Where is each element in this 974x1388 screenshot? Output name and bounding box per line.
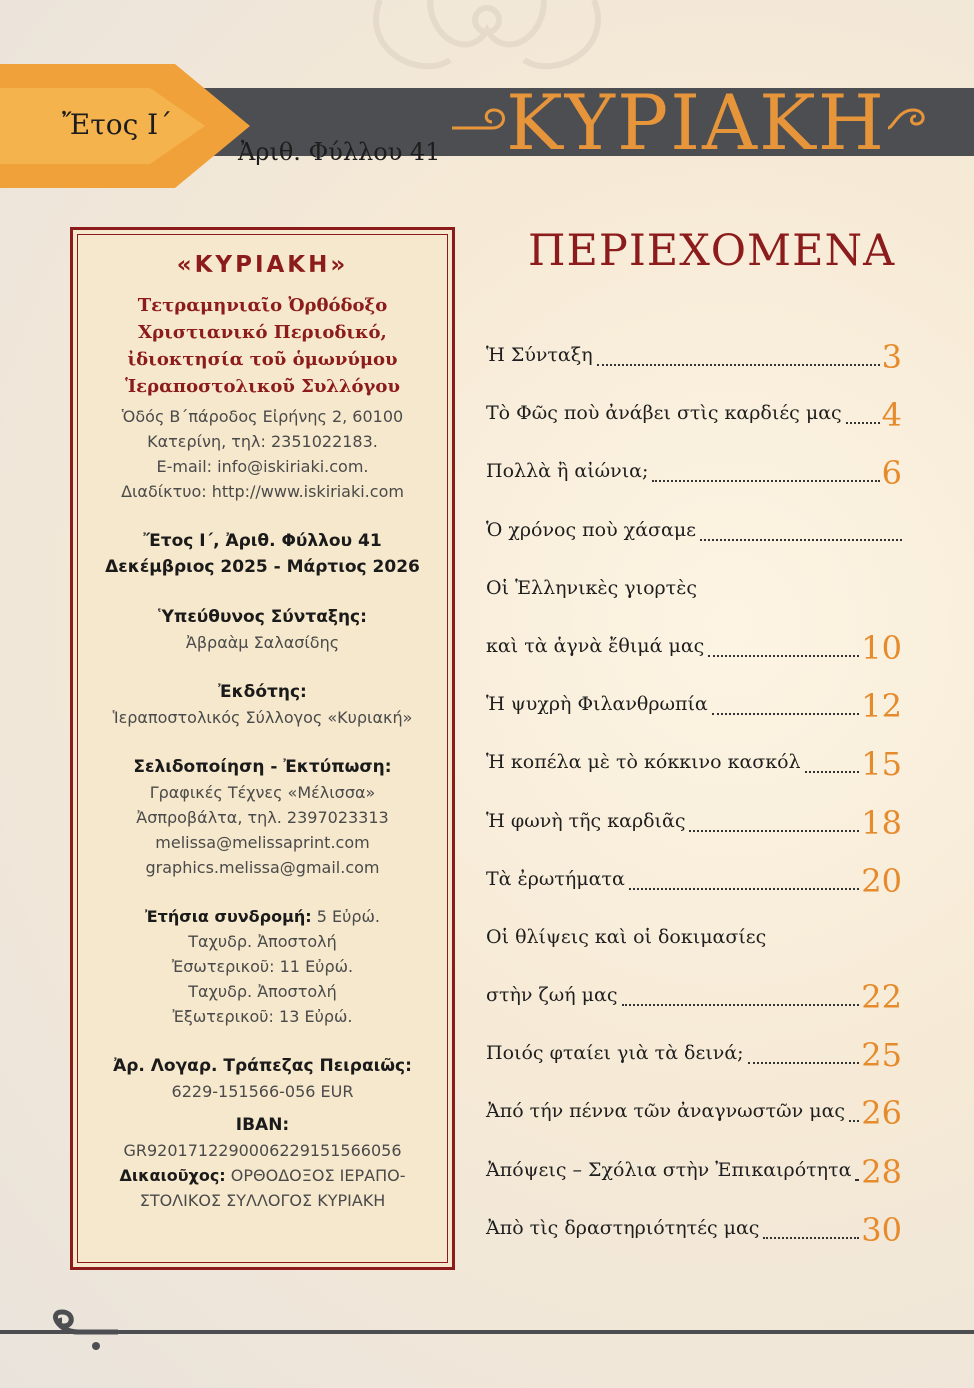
- toc-page-number: 26: [861, 1094, 902, 1133]
- toc-page-number: 4: [881, 396, 902, 435]
- toc-page-number: 15: [861, 745, 902, 784]
- toc-dot-leader: [622, 994, 859, 1006]
- toc-entry: [486, 338, 902, 402]
- toc-dot-leader: [652, 470, 880, 482]
- footer-divider: [0, 1330, 974, 1334]
- table-of-contents: [486, 338, 902, 1275]
- toc-entry: [486, 687, 902, 751]
- toc-entry: [486, 519, 902, 577]
- toc-page-number: 10: [861, 628, 902, 667]
- toc-entry-title: Τὰ ἐρωτήματα: [486, 867, 625, 890]
- toc-page-number: 12: [861, 687, 902, 726]
- toc-page-number: 20: [861, 861, 902, 900]
- toc-dot-leader: [849, 1110, 859, 1122]
- bank-heading: Ἀρ. Λογαρ. Τράπεζας Πειραιῶς:: [113, 1056, 412, 1076]
- toc-dot-leader: [748, 1052, 859, 1064]
- toc-page-number: 30: [861, 1210, 902, 1249]
- editor-name: Ἀβραὰμ Σαλασίδης: [185, 633, 340, 652]
- toc-entry: [486, 803, 902, 868]
- toc-entry: [486, 577, 902, 635]
- toc-dot-leader: [712, 703, 859, 715]
- contact-address: Ὁδός Β΄πάροδος Εἰρήνης 2, 60100 Κατερίνη, τηλ: 2351022183. E-mail: info@iskiriaki.com. Διαδίκτυο: http://www.iskiriaki.com: [121, 407, 404, 501]
- subscription-info: Ἐτήσια συνδρομή: 5 Εὐρώ. Ταχυδρ. Ἀποστολή Ἐσωτερικοῦ: 11 Εὐρώ. Ταχυδρ. Ἀποστολή Ἐξωτερικοῦ: 13 Εὐρώ.: [144, 907, 381, 1026]
- publisher-name: Ἱεραποστολικός Σύλλογος «Κυριακή»: [112, 708, 413, 727]
- masthead-title: ΚΥΡΙΑΚΗ: [506, 78, 887, 167]
- edition-info: Ἔτος Ι΄, Ἀριθ. Φύλλου 41 Δεκέμβριος 2025 - Μάρτιος 2026: [105, 531, 420, 577]
- toc-dot-leader: [629, 878, 859, 890]
- toc-dot-leader: [855, 1169, 859, 1181]
- toc-page-number: 28: [861, 1152, 902, 1191]
- toc-entry-title: καὶ τὰ ἁγνὰ ἔθιμά μας: [486, 634, 705, 657]
- publication-info-box: [70, 227, 455, 1270]
- toc-dot-leader: [689, 820, 859, 832]
- toc-entry: [486, 861, 902, 926]
- toc-entry-title: Τὸ Φῶς ποὺ ἀνάβει στὶς καρδιές μας: [486, 402, 842, 425]
- toc-entry: [486, 926, 902, 984]
- toc-dot-leader: [805, 761, 859, 773]
- toc-title: ΠΕΡΙΕΧΟΜΕΝΑ: [528, 226, 896, 276]
- toc-entry-title: Ὁ χρόνος ποὺ χάσαμε: [486, 518, 697, 541]
- toc-dot-leader: [700, 529, 902, 541]
- toc-entry-title: Οἱ θλίψεις καὶ οἱ δοκιμασίες: [486, 925, 767, 948]
- toc-entry-title: Ἡ ψυχρὴ Φιλανθρωπία: [486, 693, 708, 716]
- toc-entry-title: Οἱ Ἑλληνικὲς γιορτὲς: [486, 576, 698, 599]
- toc-page-number: 6: [881, 454, 902, 493]
- toc-entry: [486, 1152, 902, 1217]
- year-label: Ἔτος Ι΄: [62, 108, 173, 141]
- toc-entry-title: Ἀπὸ τὶς δραστηριότητές μας: [486, 1216, 760, 1239]
- iban-heading: IBAN:: [235, 1115, 290, 1135]
- iban-value: GR9201712290006229151566056: [123, 1141, 402, 1160]
- left-swirl-icon: [452, 100, 512, 150]
- toc-page-number: 22: [861, 978, 902, 1017]
- right-swirl-icon: [888, 100, 948, 150]
- toc-entry: [486, 978, 902, 1042]
- toc-entry-title: Ἡ Σύνταξη: [486, 344, 593, 366]
- toc-page-number: 3: [881, 338, 902, 376]
- toc-entry: [486, 396, 902, 460]
- toc-entry-title: Ἀπόψεις – Σχόλια στὴν Ἐπικαιρότητα: [486, 1158, 852, 1181]
- toc-page-number: 18: [861, 803, 902, 842]
- beneficiary: Δικαιοῦχος: ΟΡΘΟΔΟΞΟΣ ΙΕΡΑΠΟ- ΣΤΟΛΙΚΟΣ ΣΥΛΛΟΓΟΣ ΚΥΡΙΑΚΗ: [119, 1166, 406, 1210]
- toc-entry-title: Πολλὰ ἢ αἰώνια;: [486, 460, 649, 483]
- toc-entry: [486, 745, 902, 809]
- toc-entry-title: Ἀπό τήν πέννα τῶν ἀναγνωστῶν μας: [486, 1100, 846, 1123]
- bank-account: 6229-151566-056 EUR: [171, 1082, 354, 1101]
- toc-entry-title: Ποιός φταίει γιὰ τὰ δεινά;: [486, 1042, 744, 1065]
- print-heading: Σελιδοποίηση - Ἐκτύπωση:: [133, 757, 392, 777]
- toc-entry-title: Ἡ κοπέλα μὲ τὸ κόκκινο κασκόλ: [486, 751, 801, 774]
- toc-entry-title: στὴν ζωή μας: [486, 984, 618, 1007]
- toc-entry: [486, 1094, 902, 1158]
- publication-title: «ΚΥΡΙΑΚΗ»: [176, 252, 349, 278]
- footer-swirl-icon: [38, 1308, 118, 1352]
- toc-dot-leader: [763, 1227, 859, 1239]
- editor-heading: Ὑπεύθυνος Σύνταξης:: [158, 607, 367, 627]
- publisher-heading: Ἐκδότης:: [218, 682, 307, 702]
- print-details: Γραφικές Τέχνες «Μέλισσα» Ἀσπροβάλτα, τηλ. 2397023313 melissa@melissaprint.com graphics.melissa@gmail.com: [136, 783, 389, 877]
- toc-entry: [486, 628, 902, 693]
- toc-entry: [486, 1036, 902, 1100]
- toc-entry: [486, 1210, 902, 1275]
- toc-entry: [486, 454, 902, 518]
- toc-dot-leader: [846, 412, 880, 424]
- toc-page-number: 25: [861, 1036, 902, 1075]
- publication-description: Τετραμηνιαῖο Ὀρθόδοξο Χριστιανικό Περιοδικό, ἰδιοκτησία τοῦ ὁμωνύμου Ἱεραποστολικοῦ Συλλόγου: [125, 295, 400, 397]
- toc-dot-leader: [597, 354, 880, 366]
- toc-dot-leader: [708, 645, 859, 657]
- toc-entry-title: Ἡ φωνὴ τῆς καρδιᾶς: [486, 809, 686, 832]
- issue-number: Ἀριθ. Φύλλου 41: [238, 138, 441, 166]
